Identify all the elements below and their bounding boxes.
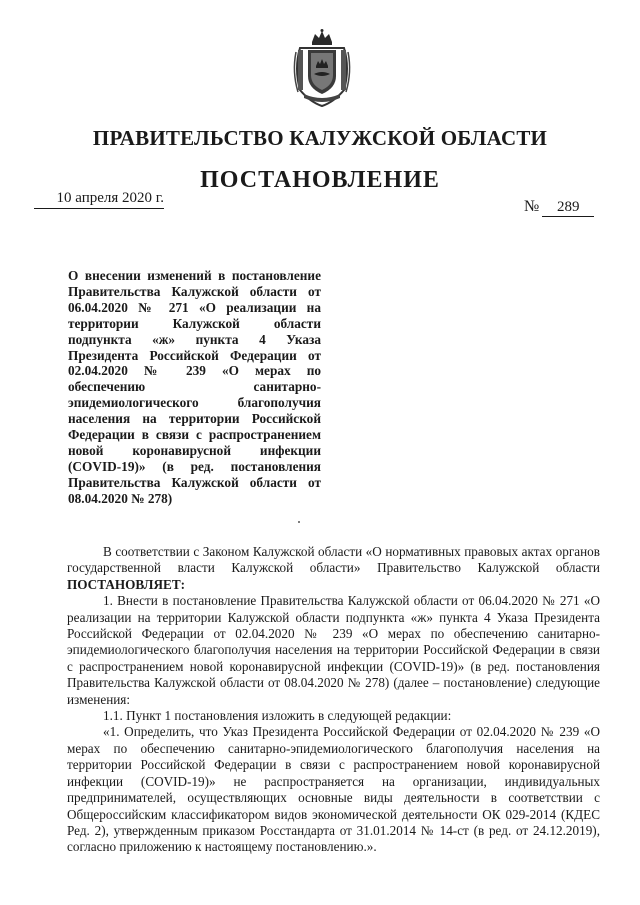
document-subject: О внесении изменений в постановление Правительства Калужской области от 06.04.2020 № 271 «О реализации на территории Калужской области подпункта «ж» пункта 4 Указа Президента Российской Федерации от 02.04.2020 № 239 «О мерах по обеспечению санитарно-эпидемиологического благополучия населения на территории Российской Федерации в связи с распространением новой коронавирусной инфекции (COVID-19)» (в ред. постановления Правительства Калужской области от 08.04.2020 № 278) xyxy=(68,268,321,506)
item-1-1-paragraph: 1.1. Пункт 1 постановления изложить в следующей редакции: xyxy=(103,708,452,724)
document-type-title: ПОСТАНОВЛЕНИЕ xyxy=(200,167,440,193)
organization-title: ПРАВИТЕЛЬСТВО КАЛУЖСКОЙ ОБЛАСТИ xyxy=(92,126,548,150)
coat-of-arms-icon xyxy=(290,28,354,108)
item-1-paragraph: 1. Внести в постановление Правительства Калужской области от 06.04.2020 № 271 «О реализации на территории Калужской области подпункта «ж» пункта 4 Указа Президента Российской Федерации от 02.04.2020 № 239 «О мерах по обеспечению санитарно-эпидемиологического благополучия населения на территории Российской Федерации в связи с распространением новой коронавирусной инфекции (COVID-19)» (в ред. постановления Правительства Калужской области от 08.04.2020 № 278) (далее – постановление) следующие изменения: xyxy=(67,593,600,707)
preamble-paragraph xyxy=(67,544,600,593)
preamble-text: В соответствии с Законом Калужской области «О нормативных правовых актах органов государственной власти Калужской области» Правительство Калужской области xyxy=(67,544,600,576)
document-number-field xyxy=(524,198,594,217)
scan-artifact-dot xyxy=(298,521,300,523)
decrees-word: ПОСТАНОВЛЯЕТ: xyxy=(67,576,186,592)
document-date: 10 апреля 2020 г. xyxy=(34,190,164,209)
document-body xyxy=(67,544,600,856)
quoted-amendment-paragraph: «1. Определить, что Указ Президента Российской Федерации от 02.04.2020 № 239 «О мерах по обеспечению санитарно-эпидемиологического благополучия населения на территории Российской Федерации в связи с распространением новой коронавирусной инфекции (COVID-19)» не распространяется на организации, индивидуальных предпринимателей, осуществляющих основные виды деятельности в соответствии с Общероссийским классификатором видов экономической деятельности ОК 029-2014 (КДЕС Ред. 2), утвержденным приказом Росстандарта от 31.01.2014 № 14-ст (в ред. от 24.12.2019), согласно приложению к настоящему постановлению.». xyxy=(67,724,600,855)
number-sign: № xyxy=(524,198,540,215)
document-number: 289 xyxy=(542,199,594,217)
